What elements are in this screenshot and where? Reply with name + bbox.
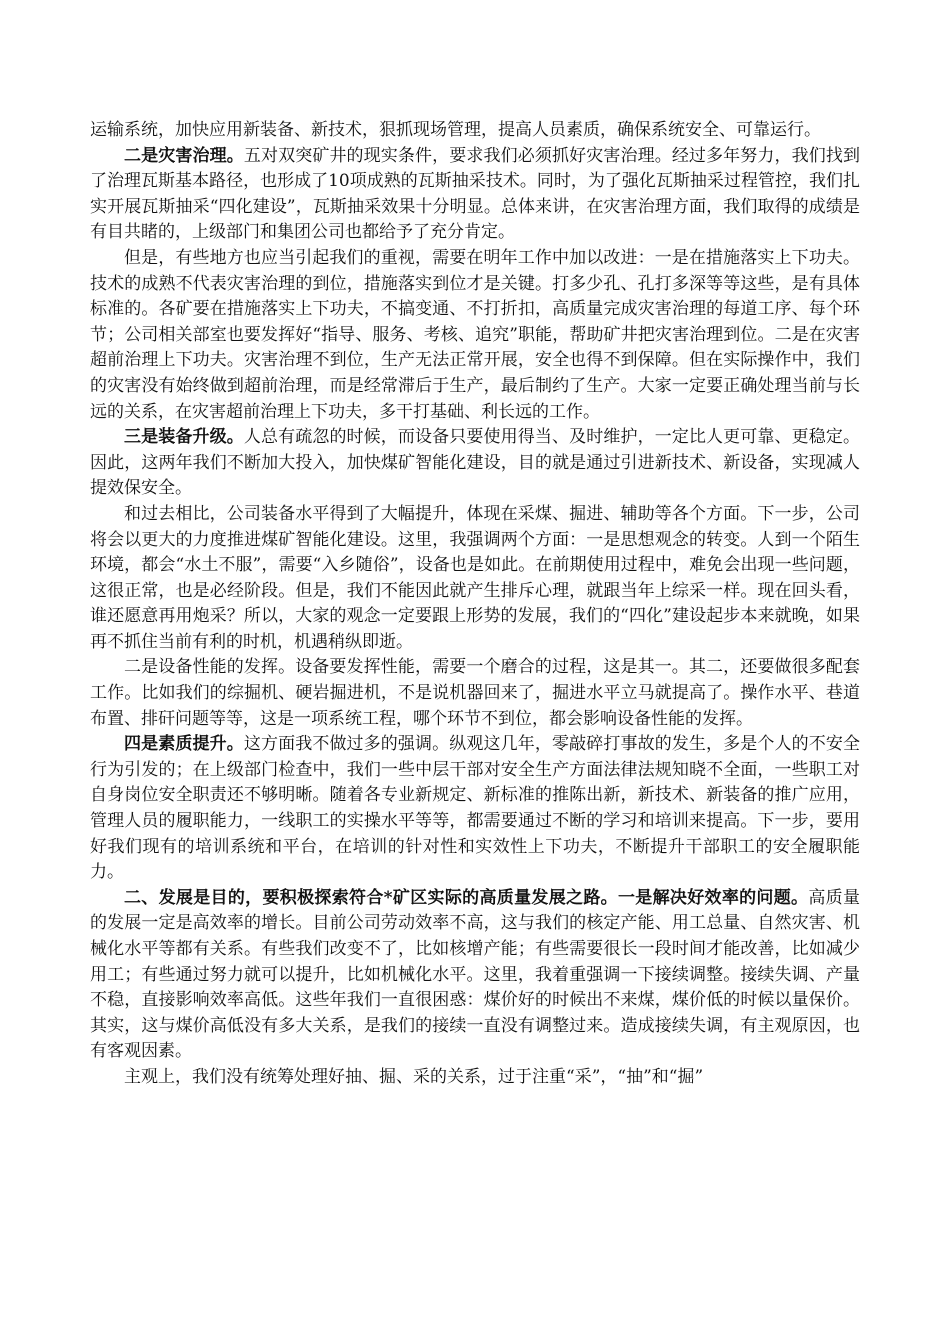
paragraph-lead: 二、发展是目的，要积极探索符合*矿区实际的高质量发展之路。一是解决好效率的问题。 xyxy=(124,887,809,908)
paragraph-text: 二是设备性能的发挥。设备要发挥性能，需要一个磨合的过程，这是其一。其二，还要做很多配套工作。比如我们的综掘机、硬岩掘进机，不是说机器回来了，掘进水平立马就提高了。操作水平、巷道布置、排矸问题等等，这是一项系统工程，哪个环节不到位，都会影响设备性能的发挥。 xyxy=(90,657,860,729)
paragraph-6 xyxy=(90,655,860,732)
paragraph-lead: 四是素质提升。 xyxy=(124,734,244,755)
paragraph-lead: 二是灾害治理。 xyxy=(124,145,244,166)
paragraph-2 xyxy=(90,144,860,246)
paragraph-lead: 三是装备升级。 xyxy=(124,427,244,448)
paragraph-text: 主观上，我们没有统筹处理好抽、掘、采的关系，过于注重“采”，“抽”和“掘” xyxy=(124,1066,704,1087)
paragraph-5 xyxy=(90,502,860,656)
paragraph-text: 运输系统，加快应用新装备、新技术，狠抓现场管理，提高人员素质，确保系统安全、可靠运行。 xyxy=(90,120,821,140)
paragraph-text: 高质量的发展一定是高效率的增长。目前公司劳动效率不高，这与我们的核定产能、用工总量、自然灾害、机械化水平等都有关系。有些我们改变不了，比如核增产能；有些需要很长一段时间才能改善，比如减少用工；有些通过努力就可以提升，比如机械化水平。这里，我着重强调一下接续调整。接续失调、产量不稳，直接影响效率高低。这些年我们一直很困惑：煤价好的时候出不来煤，煤价低的时候以量保价。其实，这与煤价高低没有多大关系，是我们的接续一直没有调整过来。造成接续失调，有主观原因，也有客观因素。 xyxy=(90,887,860,1062)
paragraph-3 xyxy=(90,246,860,425)
document-page xyxy=(90,118,860,1091)
paragraph-1 xyxy=(90,118,860,144)
paragraph-7 xyxy=(90,732,860,886)
paragraph-4 xyxy=(90,425,860,502)
paragraph-8 xyxy=(90,886,860,1065)
paragraph-9 xyxy=(90,1065,860,1091)
paragraph-text: 但是，有些地方也应当引起我们的重视，需要在明年工作中加以改进：一是在措施落实上下功夫。技术的成熟不代表灾害治理的到位，措施落实到位才是关键。打多少孔、孔打多深等等这些，是有具体标准的。各矿要在措施落实上下功夫，不搞变通、不打折扣，高质量完成灾害治理的每道工序、每个环节；公司相关部室也要发挥好“指导、服务、考核、追究”职能，帮助矿井把灾害治理到位。二是在灾害超前治理上下功夫。灾害治理不到位，生产无法正常开展，安全也得不到保障。但在实际操作中，我们的灾害没有始终做到超前治理，而是经常滞后于生产，最后制约了生产。大家一定要正确处理当前与长远的关系，在灾害超前治理上下功夫，多干打基础、利长远的工作。 xyxy=(90,247,860,422)
paragraph-text: 和过去相比，公司装备水平得到了大幅提升，体现在采煤、掘进、辅助等各个方面。下一步，公司将会以更大的力度推进煤矿智能化建设。这里，我强调两个方面：一是思想观念的转变。人到一个陌生环境，都会“水土不服”，需要“入乡随俗”，设备也是如此。在前期使用过程中，难免会出现一些问题，这很正常，也是必经阶段。但是，我们不能因此就产生排斥心理，就跟当年上综采一样。现在回头看，谁还愿意再用炮采？所以，大家的观念一定要跟上形势的发展，我们的“四化”建设起步本来就晚，如果再不抓住当前有利的时机，机遇稍纵即逝。 xyxy=(90,503,860,652)
paragraph-text: 这方面我不做过多的强调。纵观这几年，零敲碎打事故的发生，多是个人的不安全行为引发的；在上级部门检查中，我们一些中层干部对安全生产方面法律法规知晓不全面，一些职工对自身岗位安全职责还不够明晰。随着各专业新规定、新标准的推陈出新，新技术、新装备的推广应用，管理人员的履职能力，一线职工的实操水平等等，都需要通过不断的学习和培训来提高。下一步，要用好我们现有的培训系统和平台，在培训的针对性和实效性上下功夫，不断提升干部职工的安全履职能力。 xyxy=(90,734,861,883)
paragraph-text: 五对双突矿井的现实条件，要求我们必须抓好灾害治理。经过多年努力，我们找到了治理瓦斯基本路径，也形成了10项成熟的瓦斯抽采技术。同时，为了强化瓦斯抽采过程管控，我们扎实开展瓦斯抽采“四化建设”，瓦斯抽采效果十分明显。总体来讲，在灾害治理方面，我们取得的成绩是有目共睹的，上级部门和集团公司也都给予了充分肯定。 xyxy=(90,145,861,243)
paragraph-text: 人总有疏忽的时候，而设备只要使用得当、及时维护，一定比人更可靠、更稳定。因此，这两年我们不断加大投入，加快煤矿智能化建设，目的就是通过引进新技术、新设备，实现减人提效保安全。 xyxy=(90,427,861,499)
